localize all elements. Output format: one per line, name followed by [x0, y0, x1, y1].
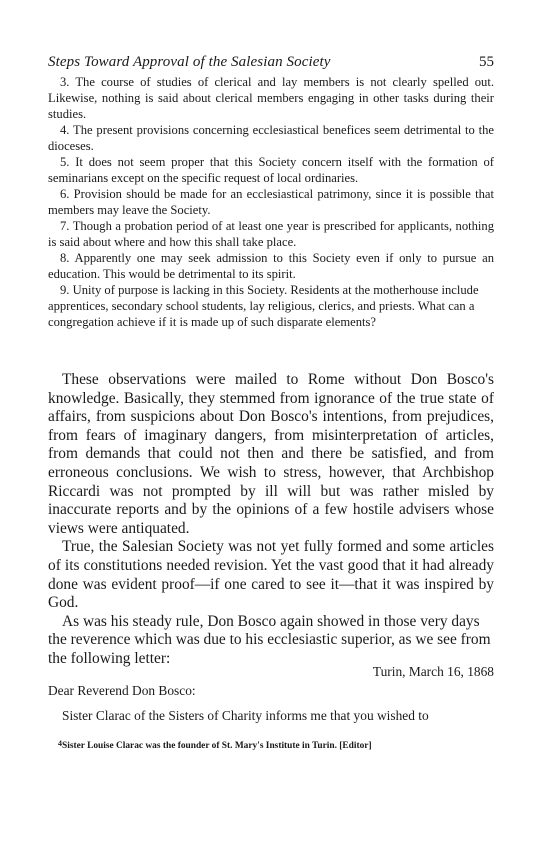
footnote-text: Sister Louise Clarac was the founder of St. Mary's Institute in Turin. [Editor] — [62, 741, 372, 751]
observation-item: 6. Provision should be made for an ecclesiastical patrimony, since it is possible that members may leave the Society. — [48, 187, 494, 217]
observations-list — [48, 74, 494, 330]
body-text — [48, 371, 494, 669]
observation-item: 3. The course of studies of clerical and lay members is not clearly spelled out. Likewise, nothing is said about clerical members engaging in other tasks during their studies. — [48, 75, 494, 121]
page-header — [48, 54, 494, 74]
letter-first-line: Sister Clarac of the Sisters of Charity informs me that you wished to — [62, 708, 429, 723]
footnote — [58, 739, 494, 751]
body-paragraph: These observations were mailed to Rome without Don Bosco's knowledge. Basically, they stemmed from ignorance of the true state of affairs, from suspicions about Don Bosco's intentions, from prejudices, from fears of imaginary dangers, from misinterpretation of articles, from demands that could not then and there be satisfied, and from erroneous conclusions. We wish to stress, however, that Archbishop Riccardi was not prompted by ill will but was rather misled by inaccurate reports and by the opinions of a few hostile advisers whose views were antiquated. — [48, 371, 494, 537]
observation-item: 5. It does not seem proper that this Society concern itself with the formation of seminarians except on the specific request of local ordinaries. — [48, 155, 494, 185]
page-number: 55 — [479, 54, 494, 70]
observation-item: 8. Apparently one may seek admission to this Society even if only to pursue an education. This would be detrimental to its spirit. — [48, 251, 494, 281]
running-title: Steps Toward Approval of the Salesian Society — [48, 54, 331, 70]
letter-salutation: Dear Reverend Don Bosco: — [48, 683, 196, 698]
footnote-marker: 4 — [58, 739, 62, 748]
body-paragraph: As was his steady rule, Don Bosco again showed in those very days the reverence which was due to his ecclesiastic superior, as we see from the following letter: — [48, 612, 491, 667]
body-paragraph: True, the Salesian Society was not yet fully formed and some articles of its constitutions needed revision. Yet the vast good that it had already done was evident proof—if one cared to see it—that it was inspired by God. — [48, 538, 494, 612]
observation-item: 4. The present provisions concerning ecclesiastical benefices seem detrimental to the dioceses. — [48, 123, 494, 153]
observation-item: 7. Though a probation period of at least one year is prescribed for applicants, nothing is said about where and how this shall take place. — [48, 219, 494, 249]
letter-date: Turin, March 16, 1868 — [372, 664, 494, 679]
observation-item: 9. Unity of purpose is lacking in this Society. Residents at the motherhouse include apprentices, secondary school students, lay religious, clerics, and priests. What can a congregation achieve if it is made up of such disparate elements? — [48, 283, 479, 329]
